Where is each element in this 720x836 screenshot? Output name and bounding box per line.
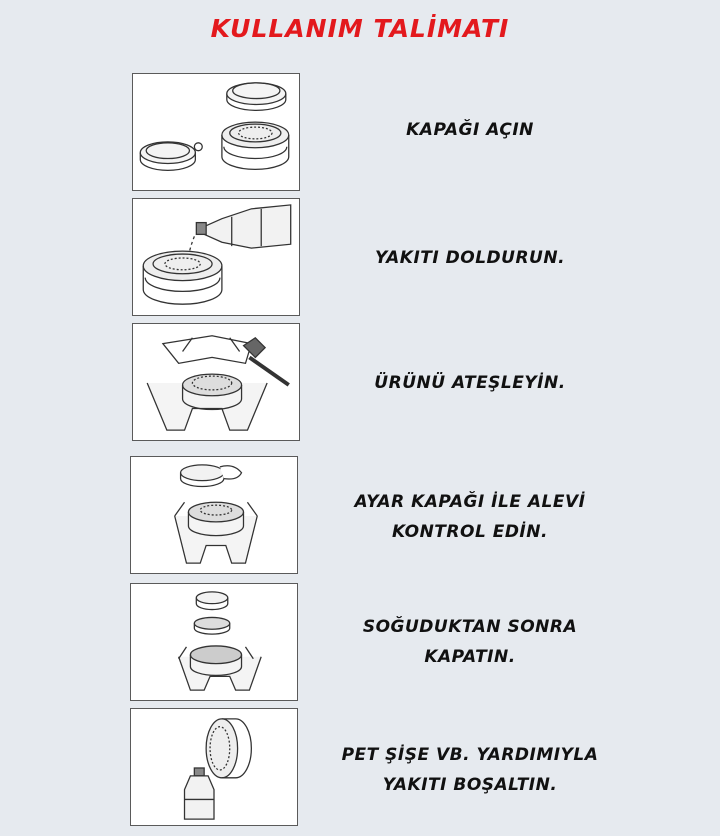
step-line: PET ŞİŞE VB. YARDIMIYLA [341,745,599,765]
step-line: KAPATIN. [424,647,516,667]
step-3-text [300,368,640,398]
step-line: SOĞUDUKTAN SONRA [362,617,578,637]
fuel-pouring-illustration [132,198,300,316]
step-line: YAKITI DOLDURUN. [374,248,566,268]
step-4-text [300,487,640,547]
fuel-empty-illustration [130,708,298,826]
step-line: YAKITI BOŞALTIN. [382,775,558,795]
ignition-illustration [132,323,300,441]
lid-removal-illustration [132,73,300,191]
step-line: KAPAĞI AÇIN [406,120,534,140]
step-line: AYAR KAPAĞI İLE ALEVİ [354,492,586,512]
close-lid-illustration [130,583,298,701]
step-2-text [300,243,640,273]
step-line: ÜRÜNÜ ATEŞLEYİN. [374,373,566,393]
step-5-text [300,612,640,672]
step-line: KONTROL EDİN. [392,522,548,542]
flame-adjust-illustration [130,456,298,574]
step-1-text [300,115,640,145]
step-6-text [300,740,640,800]
page-title: KULLANIM TALİMATI [210,14,510,43]
